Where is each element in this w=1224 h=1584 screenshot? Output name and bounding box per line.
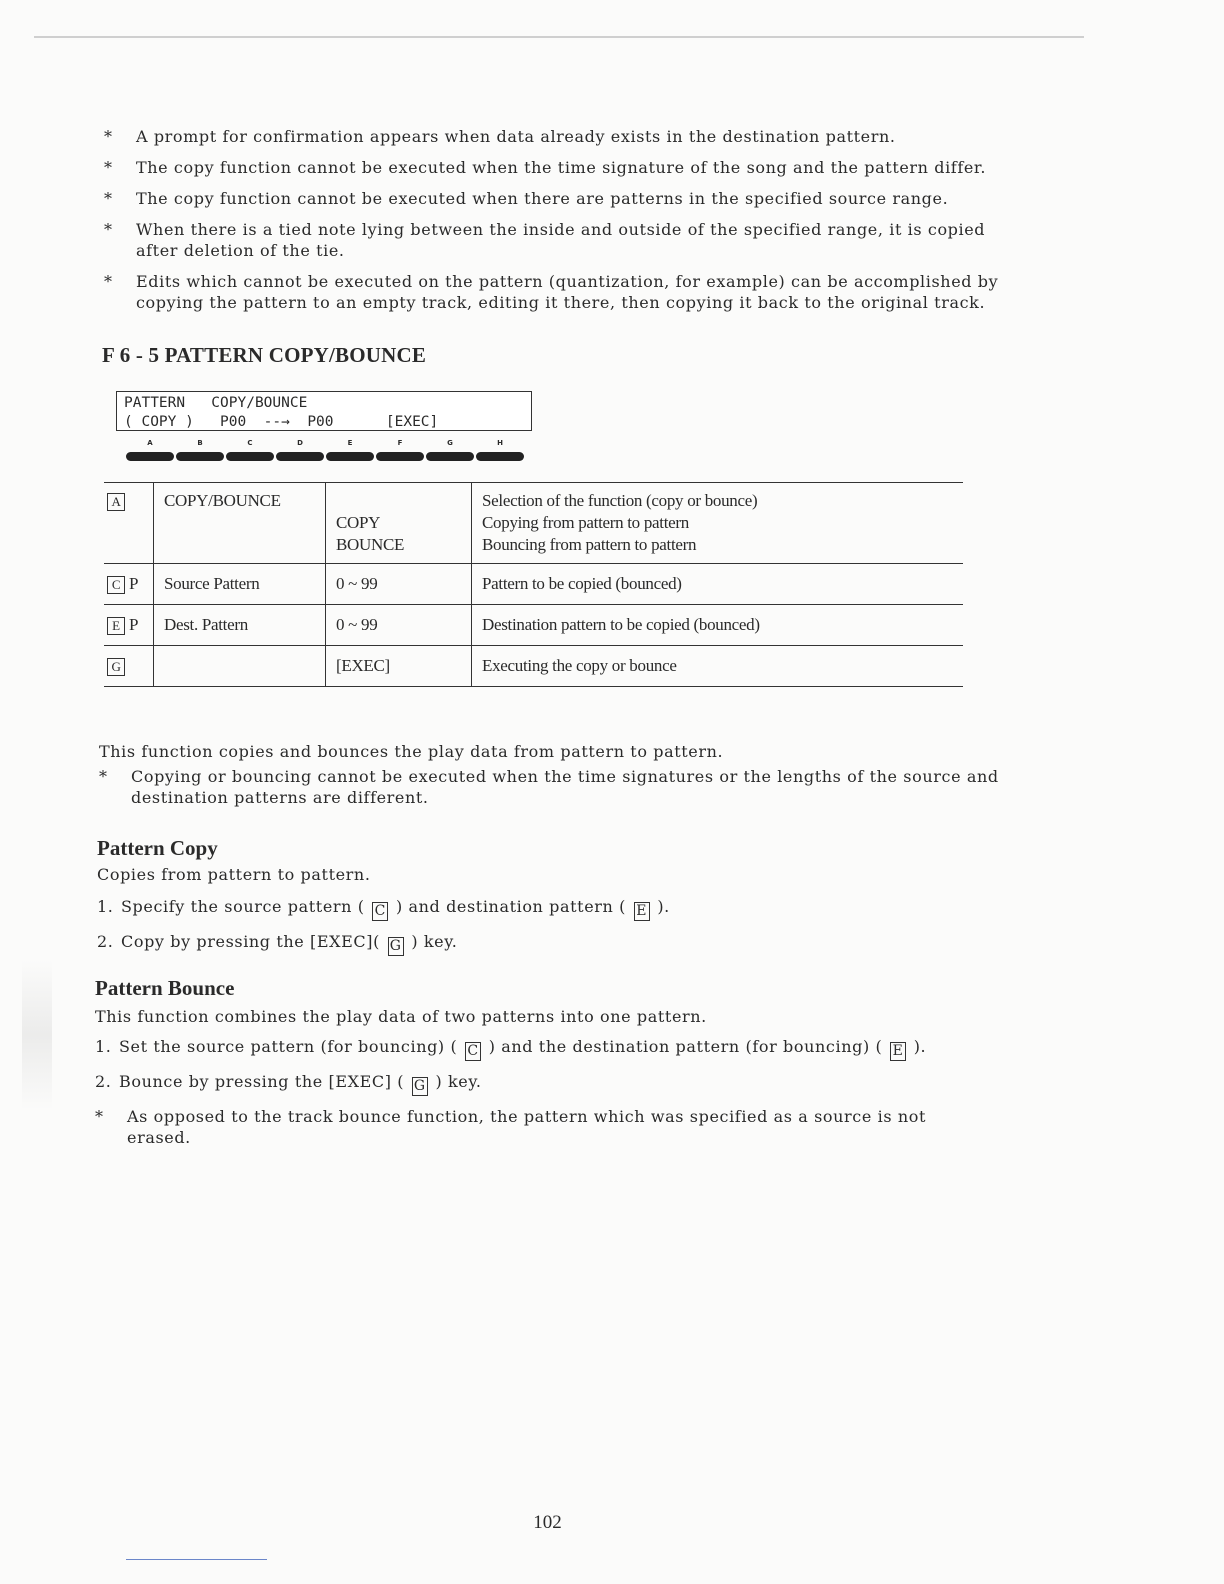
bullet-star: * — [104, 220, 113, 239]
key-cell — [104, 483, 154, 564]
list-item: 1. Specify the source pattern ( C ) and destination pattern ( E ). — [97, 897, 670, 919]
function-key-h[interactable]: H — [476, 439, 524, 465]
key-box: E — [107, 617, 125, 635]
top-rule — [34, 36, 1084, 38]
table-row — [104, 605, 963, 646]
function-key-d[interactable]: D — [276, 439, 324, 465]
table-row — [104, 564, 963, 605]
note-item: * Edits which cannot be executed on the pattern (quantization, for example) can be accomplished by copying the pattern to an empty track, editing it there, then copying it back to the original track. — [104, 272, 999, 312]
value-cell: [EXEC] — [326, 646, 472, 687]
value-cell: 0 ~ 99 — [326, 605, 472, 646]
pattern-copy-desc: Copies from pattern to pattern. — [97, 865, 371, 884]
key-box: E — [890, 1042, 906, 1061]
scan-smudge — [22, 960, 52, 1110]
key-box: C — [372, 902, 388, 921]
param-name-cell: Dest. Pattern — [154, 605, 326, 646]
note-item: * The copy function cannot be executed when the time signature of the song and the pattern differ. — [104, 158, 987, 177]
key-box: G — [107, 658, 125, 676]
key-cell — [104, 646, 154, 687]
function-description — [99, 741, 999, 808]
key-box: A — [107, 493, 125, 511]
function-key-e[interactable]: E — [326, 439, 374, 465]
table-row — [104, 483, 963, 564]
key-box: G — [388, 937, 404, 956]
function-key-b[interactable]: B — [176, 439, 224, 465]
list-item: 1. Set the source pattern (for bouncing) ( C ) and the destination pattern (for bouncing) ( E ). — [95, 1037, 927, 1059]
key-cell: E P — [104, 605, 154, 646]
section-title: F 6 - 5 PATTERN COPY/BOUNCE — [102, 343, 427, 367]
list-item: 2. Copy by pressing the [EXEC]( G ) key. — [97, 932, 458, 954]
function-keys — [126, 439, 526, 465]
intro-text: This function copies and bounces the play data from pattern to pattern. — [99, 742, 724, 761]
note-item: * When there is a tied note lying between the inside and outside of the specified range, it is copied after deletion of the tie. — [104, 220, 986, 260]
bullet-star: * — [104, 189, 113, 208]
page-number: 102 — [533, 1512, 562, 1533]
key-box: G — [412, 1077, 428, 1096]
parameter-table — [104, 482, 963, 687]
value-cell: 0 ~ 99 — [326, 564, 472, 605]
bullet-star: * — [104, 127, 113, 146]
pattern-bounce-steps — [95, 1036, 995, 1158]
bullet-star: * — [99, 767, 108, 786]
key-box: E — [634, 902, 650, 921]
function-key-g[interactable]: G — [426, 439, 474, 465]
function-key-c[interactable]: C — [226, 439, 274, 465]
key-box: C — [107, 576, 125, 594]
lcd-display — [116, 391, 532, 431]
lcd-line-1: PATTERN COPY/BOUNCE — [124, 395, 308, 411]
table-row — [104, 646, 963, 687]
description-cell: Destination pattern to be copied (bounced) — [472, 605, 964, 646]
lcd-line-2: ( COPY ) P00 --→ P00 [EXEC] — [124, 414, 439, 430]
notes-list — [104, 126, 1004, 313]
list-item: 2. Bounce by pressing the [EXEC] ( G ) key. — [95, 1072, 482, 1094]
pattern-bounce-title: Pattern Bounce — [95, 976, 235, 1000]
pattern-copy-steps — [97, 896, 997, 966]
pattern-bounce-desc: This function combines the play data of two patterns into one pattern. — [95, 1007, 707, 1026]
note-item: * A prompt for confirmation appears when data already exists in the destination pattern. — [104, 127, 896, 146]
param-name-cell — [154, 646, 326, 687]
pattern-copy-title: Pattern Copy — [97, 836, 218, 860]
function-key-a[interactable]: A — [126, 439, 174, 465]
list-item: * As opposed to the track bounce function, the pattern which was specified as a source is not erased. — [95, 1107, 926, 1147]
bottom-rule — [126, 1559, 267, 1560]
function-key-f[interactable]: F — [376, 439, 424, 465]
param-name-cell: COPY/BOUNCE — [154, 483, 326, 564]
note-item: * The copy function cannot be executed when there are patterns in the specified source range. — [104, 189, 949, 208]
description-cell: Selection of the function (copy or bounce) Copying from pattern to pattern Bouncing from pattern to pattern — [472, 483, 964, 564]
value-cell: COPY BOUNCE — [326, 483, 472, 564]
description-cell: Pattern to be copied (bounced) — [472, 564, 964, 605]
key-cell: C P — [104, 564, 154, 605]
intro-note: * Copying or bouncing cannot be executed when the time signatures or the lengths of the source and destination patterns are different. — [99, 767, 999, 807]
bullet-star: * — [104, 158, 113, 177]
bullet-star: * — [104, 272, 113, 291]
param-name-cell: Source Pattern — [154, 564, 326, 605]
key-box: C — [465, 1042, 481, 1061]
description-cell: Executing the copy or bounce — [472, 646, 964, 687]
